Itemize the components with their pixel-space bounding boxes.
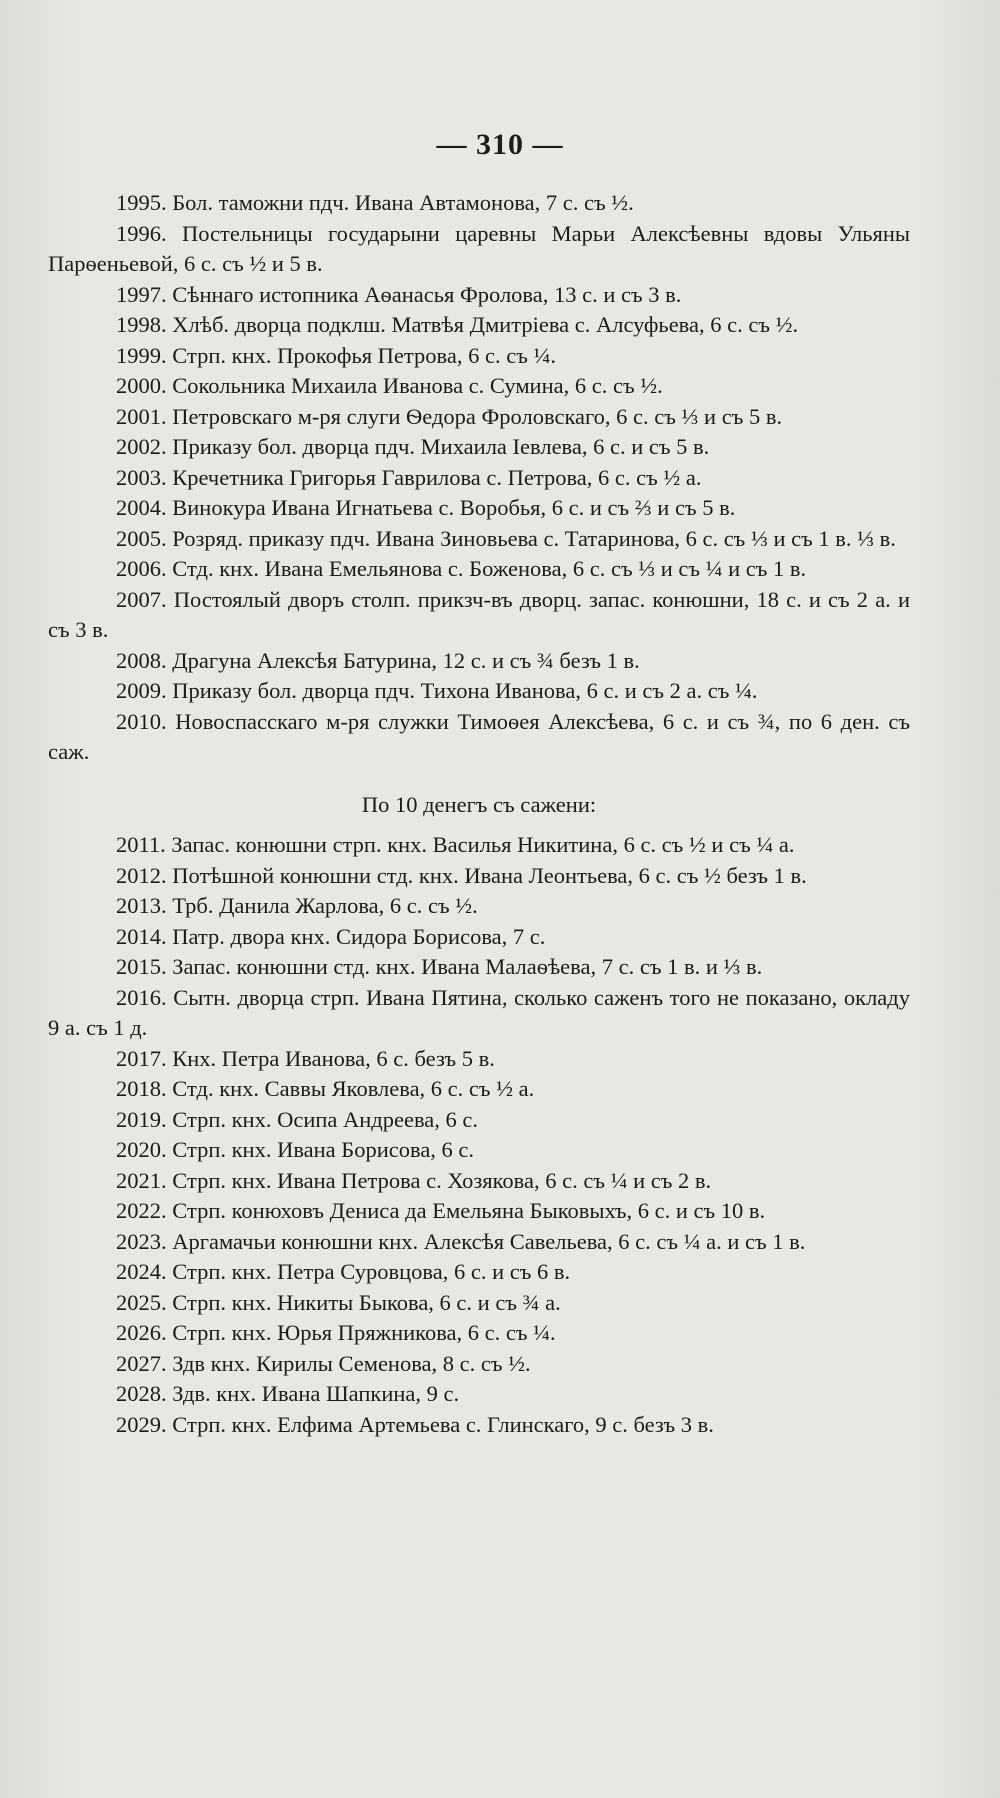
list-entry: 2022. Стрп. конюховъ Дениса да Емельяна Быковыхъ, 6 с. и съ 10 в. xyxy=(116,1198,766,1223)
list-entry: 2023. Аргамачьи конюшни кнх. Алексѣя Савельева, 6 с. съ ¼ а. и съ 1 в. xyxy=(116,1228,806,1254)
list-entry: 2014. Патр. двора кнх. Сидора Борисова, 7 с. xyxy=(116,923,546,949)
list-entry: 1998. Хлѣб. дворца подклш. Матвѣя Дмитріева с. Алсуфьева, 6 с. съ ½. xyxy=(116,312,799,337)
list-entry: 2003. Кречетника Григорья Гаврилова с. Петрова, 6 с. съ ½ а. xyxy=(116,464,702,490)
list-entry: 2018. Стд. кнх. Саввы Яковлева, 6 с. съ ½ а. xyxy=(116,1076,535,1101)
list-entry: 2016. Сытн. дворца стрп. Ивана Пятина, сколько саженъ того не показано, окладу 9 а. съ 1 д. xyxy=(48,984,910,1040)
list-entry: 2002. Приказу бол. дворца пдч. Михаила Іевлева, 6 с. и съ 5 в. xyxy=(116,434,710,459)
list-entry: 2026. Стрп. кнх. Юрья Пряжникова, 6 с. съ ¼. xyxy=(116,1320,556,1345)
list-entry: 2011. Запас. конюшни стрп. кнх. Василья Никитина, 6 с. съ ½ и съ ¼ а. xyxy=(116,832,795,857)
list-entry: 2007. Постоялый дворъ столп. прикзч-въ дворц. запас. конюшни, 18 с. и съ 2 а. и съ 3 в. xyxy=(48,586,910,642)
list-entry: 2029. Стрп. кнх. Елфима Артемьева с. Глинскаго, 9 с. безъ 3 в. xyxy=(116,1411,714,1437)
list-entry: 2015. Запас. конюшни стд. кнх. Ивана Малаѳѣева, 7 с. съ 1 в. и ⅓ в. xyxy=(116,954,763,979)
page-number: — 310 — xyxy=(436,128,564,161)
list-entry: 2024. Стрп. кнх. Петра Суровцова, 6 с. и съ 6 в. xyxy=(116,1259,571,1284)
list-entry: 1999. Стрп. кнх. Прокофья Петрова, 6 с. съ ¼. xyxy=(116,342,556,368)
list-entry: 2008. Драгуна Алексѣя Батурина, 12 с. и съ ¾ безъ 1 в. xyxy=(116,647,640,673)
list-entry: 2012. Потѣшной конюшни стд. кнх. Ивана Леонтьева, 6 с. съ ½ безъ 1 в. xyxy=(116,862,807,888)
list-entry: 2013. Трб. Данила Жарлова, 6 с. съ ½. xyxy=(116,893,478,918)
list-entry: 2025. Стрп. кнх. Никиты Быкова, 6 с. и съ ¾ а. xyxy=(116,1289,561,1315)
list-entry: 2028. Здв. кнх. Ивана Шапкина, 9 с. xyxy=(116,1381,460,1406)
list-entry: 2009. Приказу бол. дворца пдч. Тихона Иванова, 6 с. и съ 2 а. съ ¼. xyxy=(116,678,758,703)
list-entry: 1996. Постельницы государыни царевны Марьи Алексѣевны вдовы Ульяны Парѳеньевой, 6 с. съ ½ и 5 в. xyxy=(48,220,910,276)
list-entry: 2005. Розряд. приказу пдч. Ивана Зиновьева с. Татаринова, 6 с. съ ⅓ и съ 1 в. ⅓ в. xyxy=(116,525,896,551)
list-entry: 2019. Стрп. кнх. Осипа Андреева, 6 с. xyxy=(116,1106,479,1132)
list-entry: 2021. Стрп. кнх. Ивана Петрова с. Хозякова, 6 с. съ ¼ и съ 2 в. xyxy=(116,1167,712,1193)
section-heading: По 10 денегъ съ сажени: xyxy=(361,791,597,817)
list-entry: 2001. Петровскаго м-ря слуги Ѳедора Фроловскаго, 6 с. съ ⅓ и съ 5 в. xyxy=(116,403,783,429)
list-entry: 2020. Стрп. кнх. Ивана Борисова, 6 с. xyxy=(116,1137,475,1162)
list-entry: 2006. Стд. кнх. Ивана Емельянова с. Боженова, 6 с. съ ⅓ и съ ¼ и съ 1 в. xyxy=(116,556,807,581)
list-entry: 2017. Кнх. Петра Иванова, 6 с. безъ 5 в. xyxy=(116,1045,495,1071)
list-entry: 1995. Бол. таможни пдч. Ивана Автамонова, 7 с. съ ½. xyxy=(116,190,634,215)
list-entry: 2010. Новоспасскаго м-ря служки Тимоѳея Алексѣева, 6 с. и съ ¾, по 6 ден. съ саж. xyxy=(48,708,910,764)
list-entry: 2027. Здв кнх. Кирилы Семенова, 8 с. съ ½. xyxy=(116,1350,531,1376)
list-entry: 2004. Винокура Ивана Игнатьева с. Воробья, 6 с. и съ ⅔ и съ 5 в. xyxy=(116,495,736,520)
list-entry: 2000. Сокольника Михаила Иванова с. Сумина, 6 с. съ ½. xyxy=(116,373,663,398)
list-entry: 1997. Сѣннаго истопника Аѳанасья Фролова, 13 с. и съ 3 в. xyxy=(116,281,682,307)
document-body xyxy=(48,188,910,1440)
